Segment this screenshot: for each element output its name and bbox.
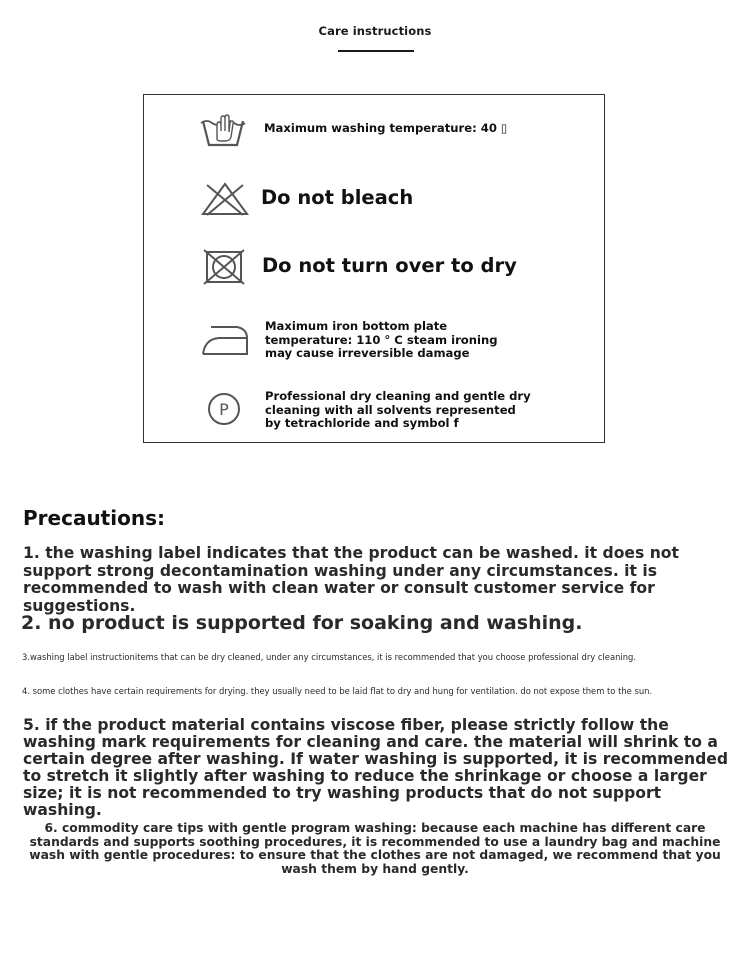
- care-label-iron: Maximum iron bottom plate temperature: 110 ° C steam ironing may cause irreversible damage: [265, 319, 498, 361]
- precaution-item: 2. no product is supported for soaking and washing.: [21, 612, 583, 634]
- precaution-item: 5. if the product material contains viscose fiber, please strictly follow the washing mark requirements for cleaning and care. the material will shrink to a certain degree after washing. If water washing is supported, it is recommended to stretch it slightly after washing to reduce the shrinkage or choose a larger size; it is not recommended to try washing products that do not support washing.: [23, 716, 729, 819]
- iron-icon: [199, 321, 251, 357]
- hand-wash-tub-icon: [199, 109, 247, 151]
- precaution-item: 4. some clothes have certain requirements for drying. they usually need to be laid flat to dry and hung for ventilation. do not expose them to the sun.: [22, 686, 653, 696]
- do-not-tumble-dry-icon: [203, 249, 245, 285]
- precaution-item: 3.washing label instructionitems that can be dry cleaned, under any circumstances, it is recommended that you choose professional dry cleaning.: [22, 652, 637, 662]
- precaution-item: 1. the washing label indicates that the product can be washed. it does not support strong decontamination washing under any circumstances. it is recommended to wash with clean water or consult customer service for suggestions.: [23, 544, 679, 615]
- title-underline: [338, 50, 414, 52]
- do-not-bleach-icon: [201, 181, 249, 217]
- page-title: Care instructions: [318, 24, 432, 38]
- svg-text:P: P: [219, 400, 229, 419]
- care-label-wash-temperature: Maximum washing temperature: 40 ▯: [264, 121, 508, 135]
- care-label-dry-clean: Professional dry cleaning and gentle dry cleaning with all solvents represented by tetrachloride and symbol f: [265, 389, 531, 431]
- care-label-bleach: Do not bleach: [261, 186, 414, 209]
- precautions-title: Precautions:: [23, 506, 165, 530]
- care-instructions-box: [143, 94, 605, 443]
- care-label-tumble-dry: Do not turn over to dry: [262, 254, 517, 277]
- professional-dry-clean-p-icon: [206, 391, 242, 427]
- precaution-item: 6. commodity care tips with gentle program washing: because each machine has different care standards and supports soothing procedures, it is recommended to use a laundry bag and machine wash with gentle procedures: to ensure that the clothes are not damaged, we recommend that you wash them by hand gently.: [29, 821, 721, 877]
